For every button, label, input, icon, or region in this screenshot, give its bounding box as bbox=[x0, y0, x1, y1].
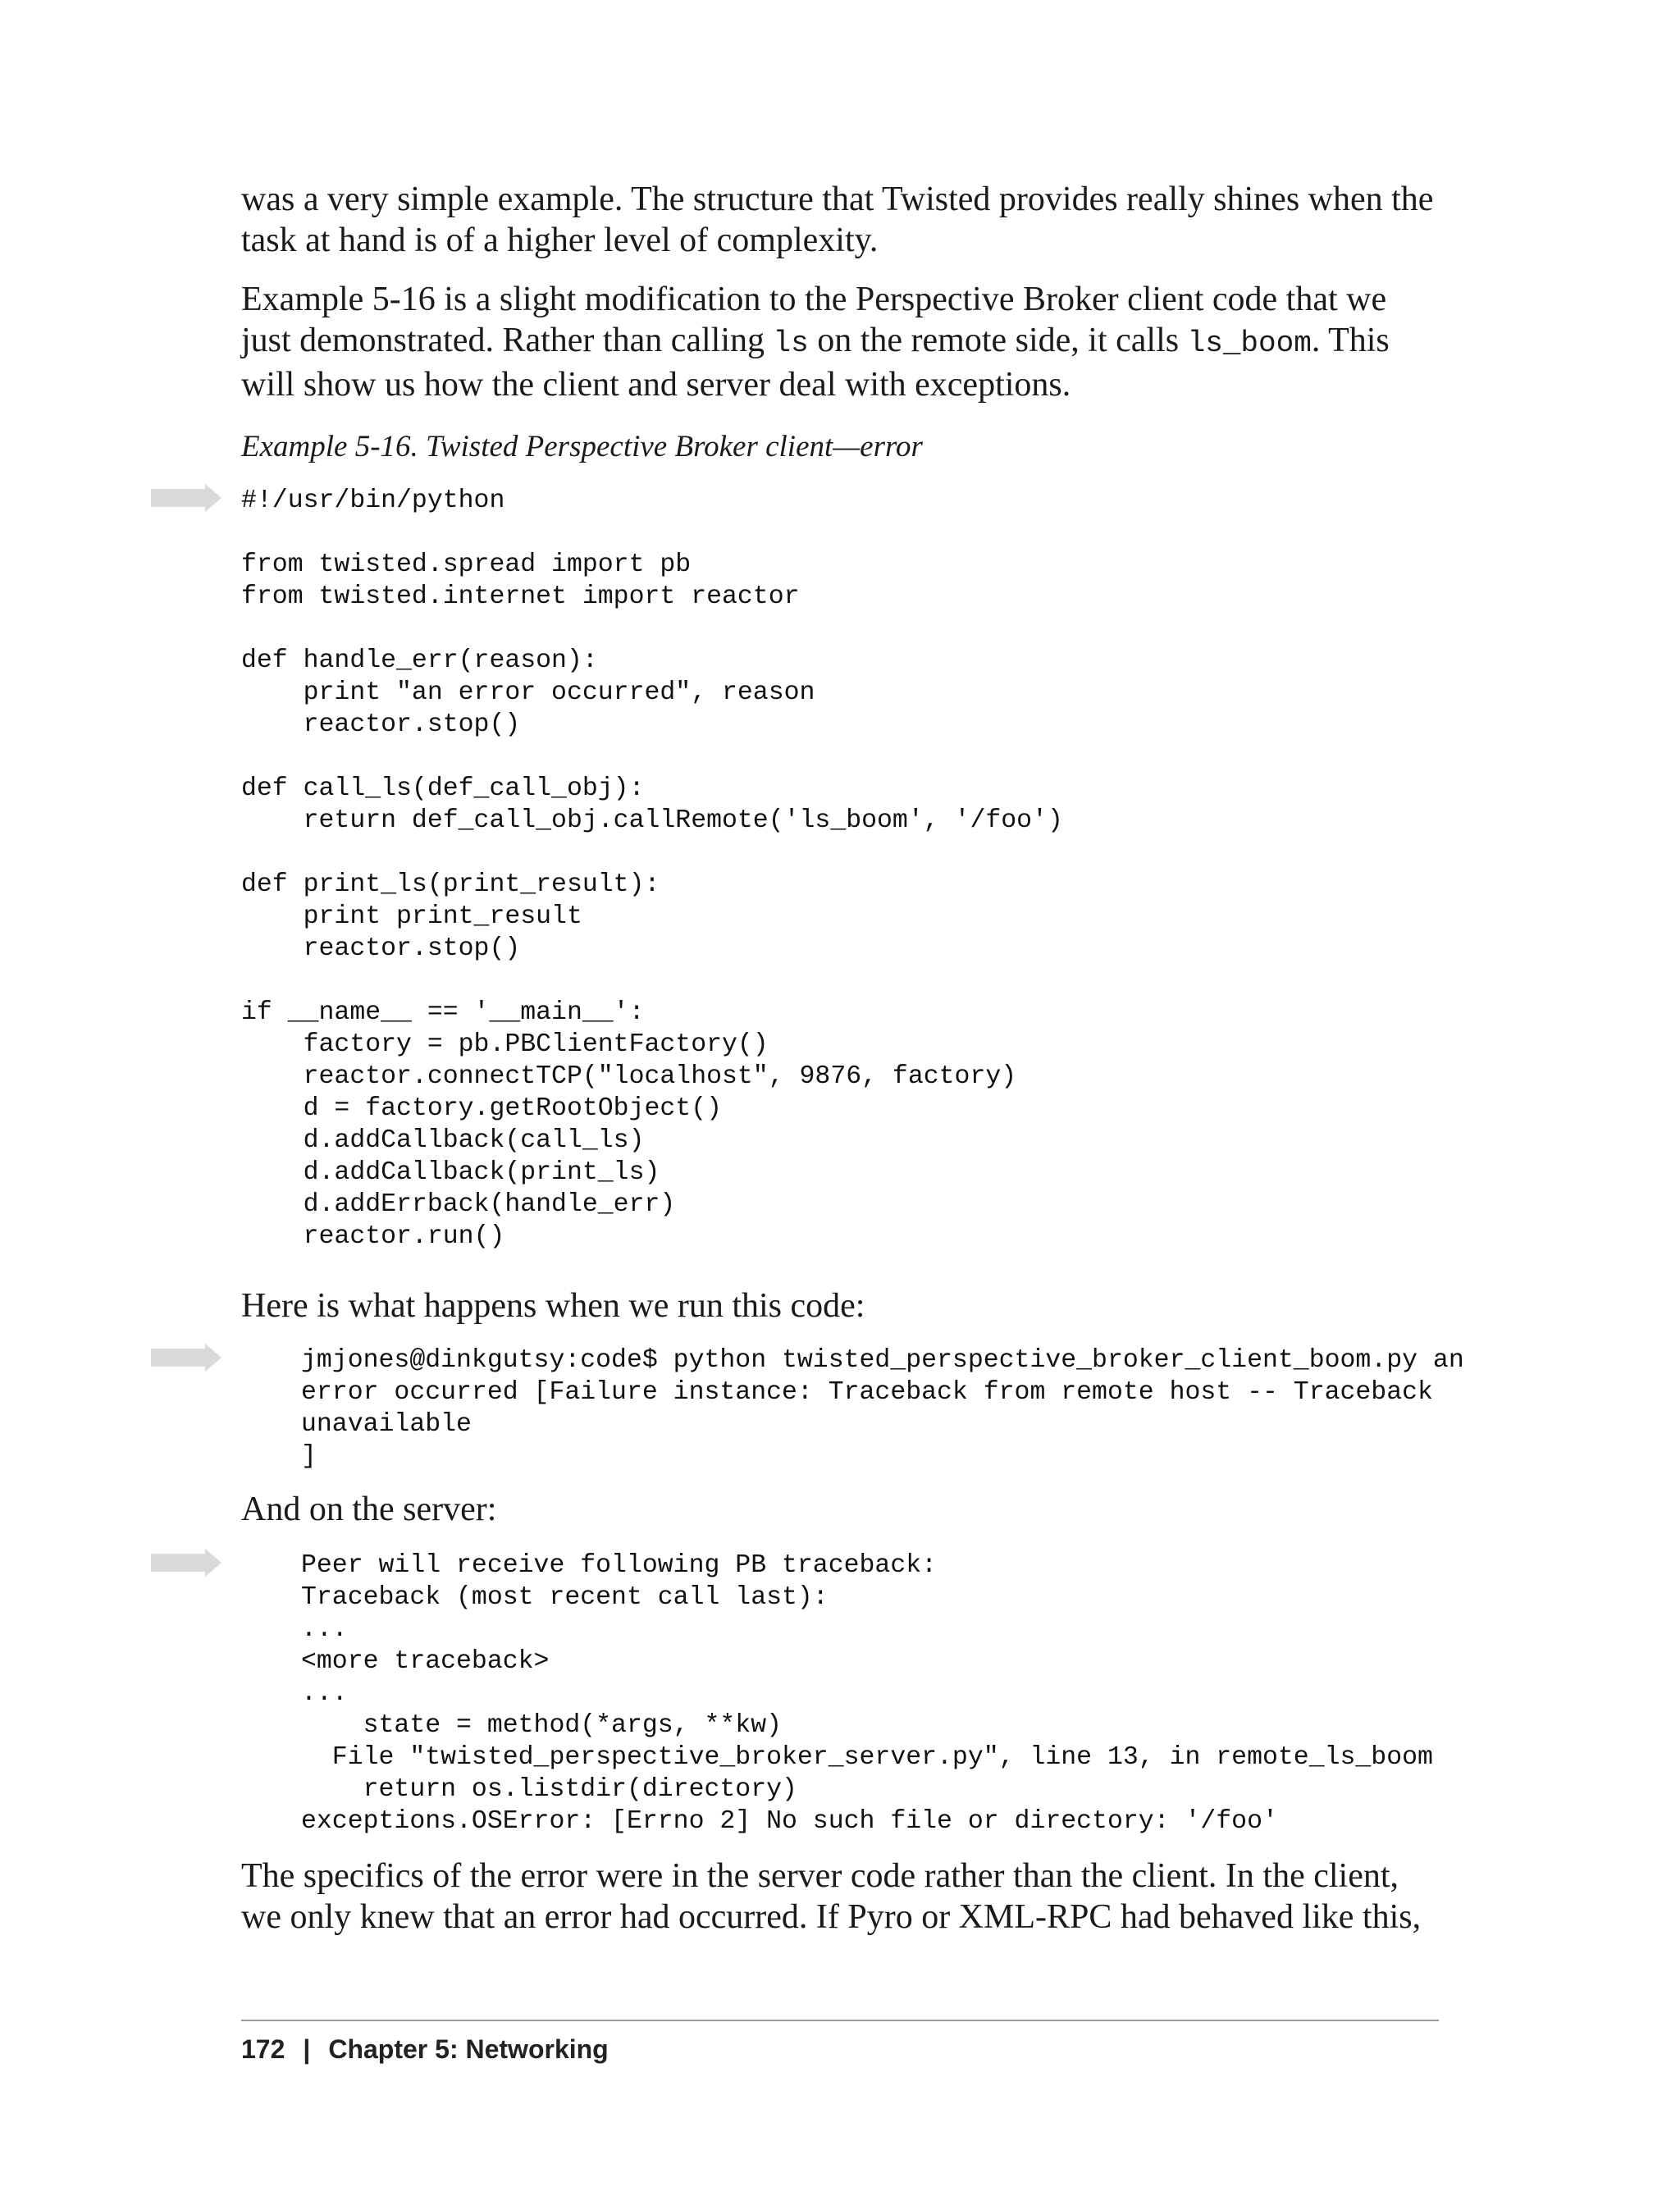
text-run: Example 5-16 is a slight modification to the Perspective Broker client code that we just demonstrated. Rather than calling bbox=[241, 281, 1387, 359]
arrow-marker-icon bbox=[151, 484, 221, 512]
client-code-block: #!/usr/bin/python from twisted.spread import pb from twisted.internet import reactor def handle_err(reason): print "an error occurred", reason reactor.stop() def call_ls(def_call_obj): return def_call_obj.callRemote('ls_boom', '/foo') def print_ls(print_result): print print_result reactor.stop() if __name__ == '__main__': factory = pb.PBClientFactory() reactor.connectTCP("localhost", 9876, factory) d = factory.getRootObject() d.addCallback(call_ls) d.addCallback(print_ls) d.addErrback(handle_err) reactor.run() bbox=[241, 486, 1063, 1251]
page-number: 172 bbox=[241, 2034, 285, 2064]
chapter-title: Chapter 5: Networking bbox=[328, 2034, 609, 2064]
inline-code-ls-boom: ls_boom bbox=[1187, 326, 1312, 360]
arrow-marker-icon bbox=[151, 1549, 221, 1577]
page-footer bbox=[241, 2033, 609, 2066]
text-run: . This will show us how the client and server deal with exceptions. bbox=[241, 322, 1390, 404]
client-output-block: jmjones@dinkgutsy:code$ python twisted_perspective_broker_client_boom.py an error occurred [Failure instance: Traceback from remote host -- Traceback unavailable ] bbox=[301, 1346, 1464, 1471]
paragraph-conclusion: The specifics of the error were in the server code rather than the client. In the client, we only knew that an error had occurred. If Pyro or XML-RPC had behaved like this, bbox=[241, 1857, 1422, 1936]
inline-code-ls: ls bbox=[773, 326, 809, 360]
arrow-marker-icon bbox=[151, 1344, 221, 1372]
footer-divider bbox=[241, 2020, 1439, 2021]
paragraph-example-description bbox=[241, 279, 1439, 405]
footer-separator: | bbox=[303, 2034, 311, 2064]
server-output-block: Peer will receive following PB traceback: Traceback (most recent call last): ... <more traceback> ... state = method(*args, **kw) File "twisted_perspective_broker_server.py", line 13, in remote_ls_boom return os.listdir(directory) exceptions.OSError: [Errno 2] No such file or directory: '/foo' bbox=[301, 1551, 1433, 1836]
text-run: on the remote side, it calls bbox=[808, 322, 1188, 359]
paragraph-run-intro: Here is what happens when we run this code: bbox=[241, 1287, 865, 1325]
paragraph-server-intro: And on the server: bbox=[241, 1491, 497, 1528]
example-caption: Example 5-16. Twisted Perspective Broker client—error bbox=[241, 430, 923, 463]
paragraph-intro: was a very simple example. The structure that Twisted provides really shines when the task at hand is of a higher level of complexity. bbox=[241, 180, 1434, 259]
